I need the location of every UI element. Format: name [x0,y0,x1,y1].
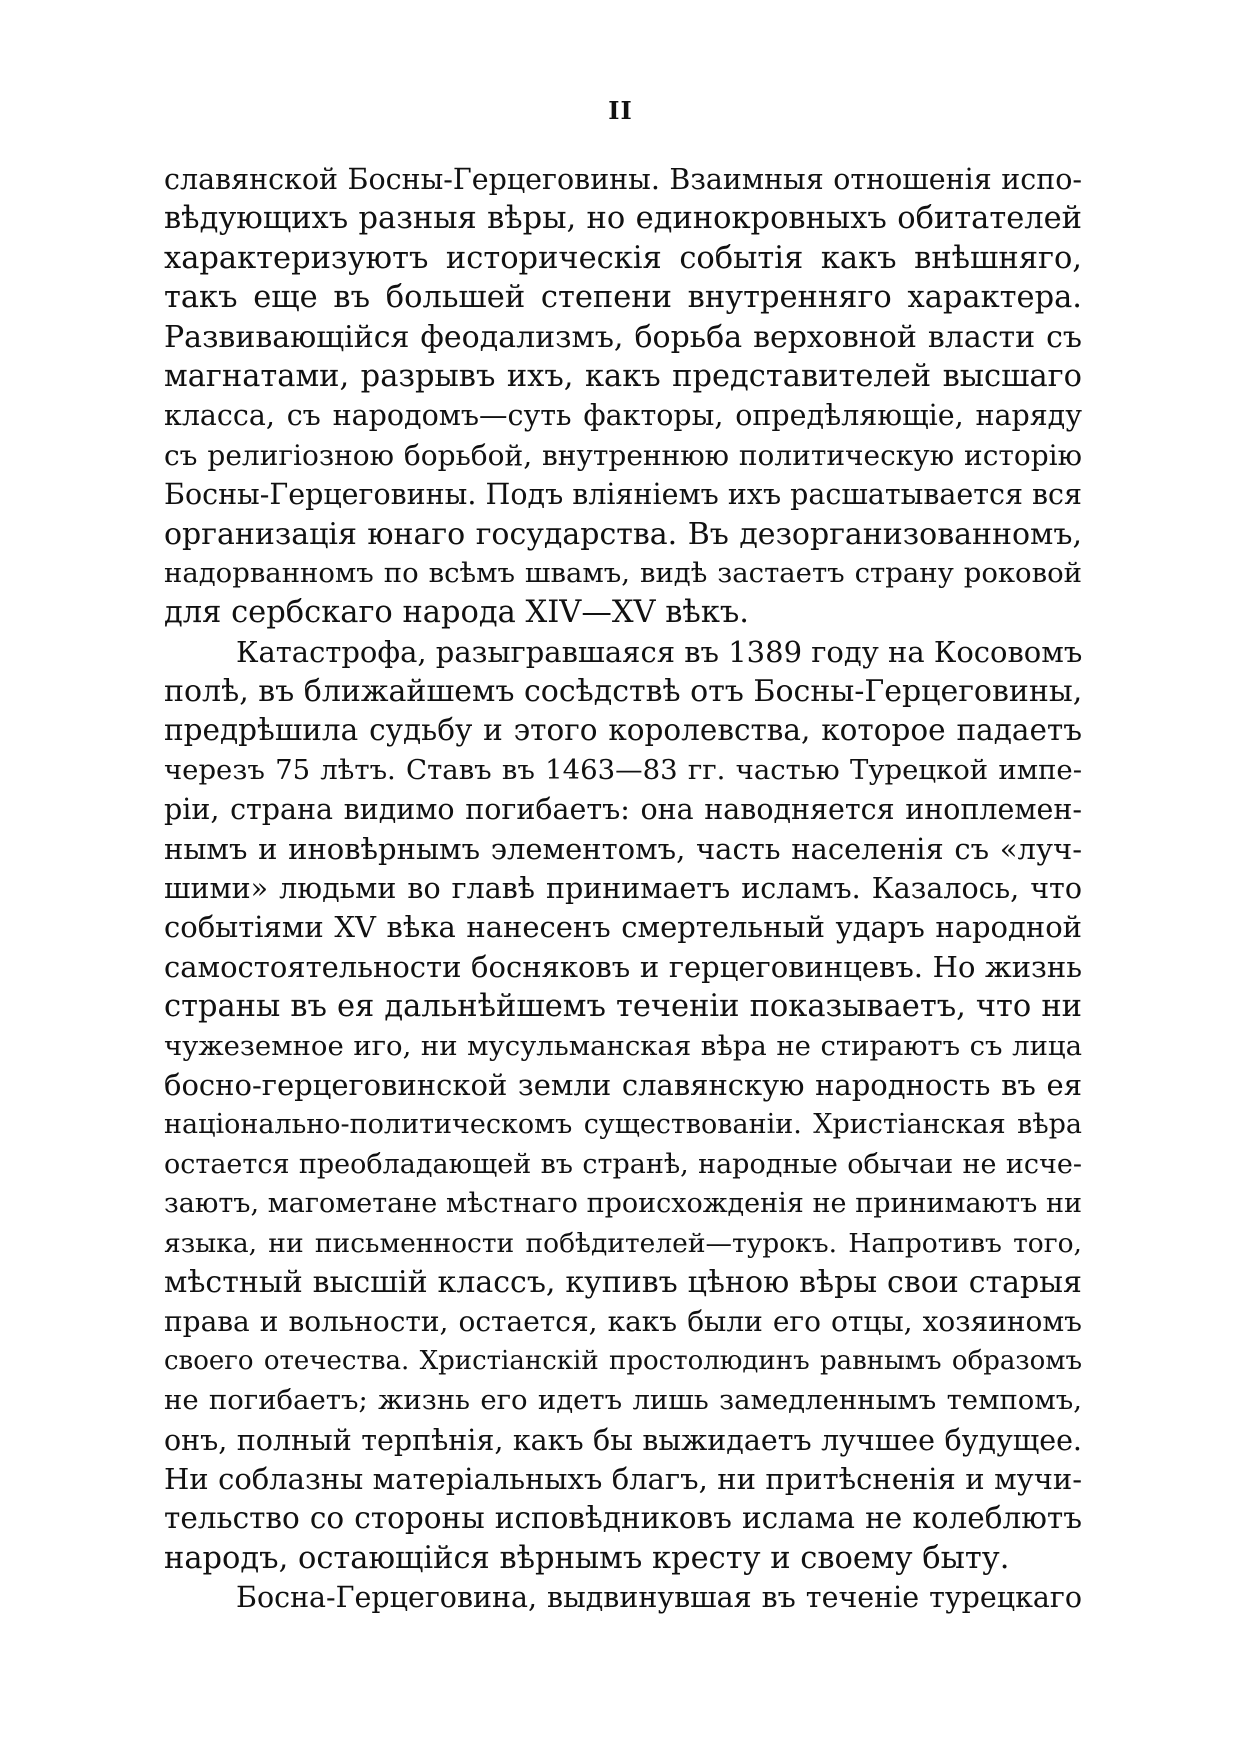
text-line: Катастрофа, разыгравшаяся въ 1389 году на Косовомъ [236,634,1082,669]
paragraph-1 [164,160,1082,633]
text-line: характеризуютъ историческія событія какъ внѣшняго, [164,240,1082,276]
page-number: II [608,96,633,125]
text-line: класса, съ народомъ—суть факторы, опредѣляющіе, наряду [164,399,1082,433]
text-line: языка, ни письменности побѣдителей—турокъ. Напротивъ того, [164,1227,1082,1259]
text-line: остается преобладающей въ странѣ, народные обычаи не исче- [164,1148,1082,1180]
text-line: славянской Босны-Герцеговины. Взаимныя отношенія испо- [164,163,1082,196]
text-line: онъ, полный терпѣнія, какъ бы выжидаетъ лучшее будущее. [164,1423,1082,1457]
text-line: нымъ и иновѣрнымъ элементомъ, часть населенія съ «луч- [164,831,1082,866]
text-line: надорванномъ по всѣмъ швамъ, видѣ застаетъ страну роковой [164,556,1082,589]
text-line: шими» людьми во главѣ принимаетъ исламъ. Казалось, что [164,872,1082,906]
text-line: народъ, остающійся вѣрнымъ кресту и своему быту. [164,1540,1010,1576]
text-line: права и вольности, остается, какъ были его отцы, хозяиномъ [164,1305,1082,1339]
paragraph-3 [164,1578,1082,1617]
text-line: тельство со стороны исповѣдниковъ ислама не колеблютъ [164,1501,1082,1536]
text-line: самостоятельности босняковъ и герцеговинцевъ. Но жизнь [164,949,1082,984]
text-line: босно-герцеговинской земли славянскую народность въ ея [164,1067,1082,1102]
text-line: мѣстный высшій классъ, купивъ цѣною вѣры свои старыя [164,1264,1082,1300]
text-line: такъ еще въ большей степени внутренняго характера. [164,280,1082,316]
text-line: организація юнаго государства. Въ дезорганизованномъ, [164,516,1082,552]
text-line: черезъ 75 лѣтъ. Ставъ въ 1463—83 гг. частью Турецкой импе- [164,753,1082,786]
text-line: Босна-Герцеговина, выдвинувшая въ теченіе турецкаго [236,1581,1082,1615]
text-line: предрѣшила судьбу и этого королевства, которое падаетъ [164,713,1082,748]
text-line: полѣ, въ ближайшемъ сосѣдствѣ отъ Босны-Герцеговины, [164,674,1082,710]
text-line: съ религіозною борьбой, внутреннюю политическую исторію [164,438,1082,472]
text-line: своего отечества. Христіанскій простолюдинъ равнымъ образомъ [164,1345,1082,1376]
text-line: для сербскаго народа XIV—XV вѣкъ. [164,595,749,631]
body-text [164,160,1082,1617]
text-line: чужеземное иго, ни мусульманская вѣра не стираютъ съ лица [164,1029,1082,1062]
text-line: заютъ, магометане мѣстнаго происхожденія не принимаютъ ни [164,1188,1082,1220]
text-line: магнатами, разрывъ ихъ, какъ представителей высшаго [164,358,1082,394]
text-line: вѣдующихъ разныя вѣры, но единокровныхъ обитателей [164,201,1082,237]
text-line: не погибаетъ; жизнь его идетъ лишь замедленнымъ темпомъ, [164,1384,1082,1417]
text-line: Развивающійся феодализмъ, борьба верховной власти съ [164,319,1082,355]
text-line: Ни соблазны матеріальныхъ благъ, ни притѣсненія и мучи- [164,1461,1082,1496]
text-line: ріи, страна видимо погибаетъ: она наводняется иноплемен- [164,793,1082,827]
text-line: Босны-Герцеговины. Подъ вліяніемъ ихъ расшатывается вся [164,478,1082,512]
paragraph-2 [164,633,1082,1578]
text-line: страны въ ея дальнѣйшемъ теченіи показываетъ, что ни [164,989,1082,1025]
text-line: національно-политическомъ существованіи. Христіанская вѣра [164,1109,1082,1141]
text-line: событіями XV вѣка нанесенъ смертельный ударъ народной [164,910,1082,945]
